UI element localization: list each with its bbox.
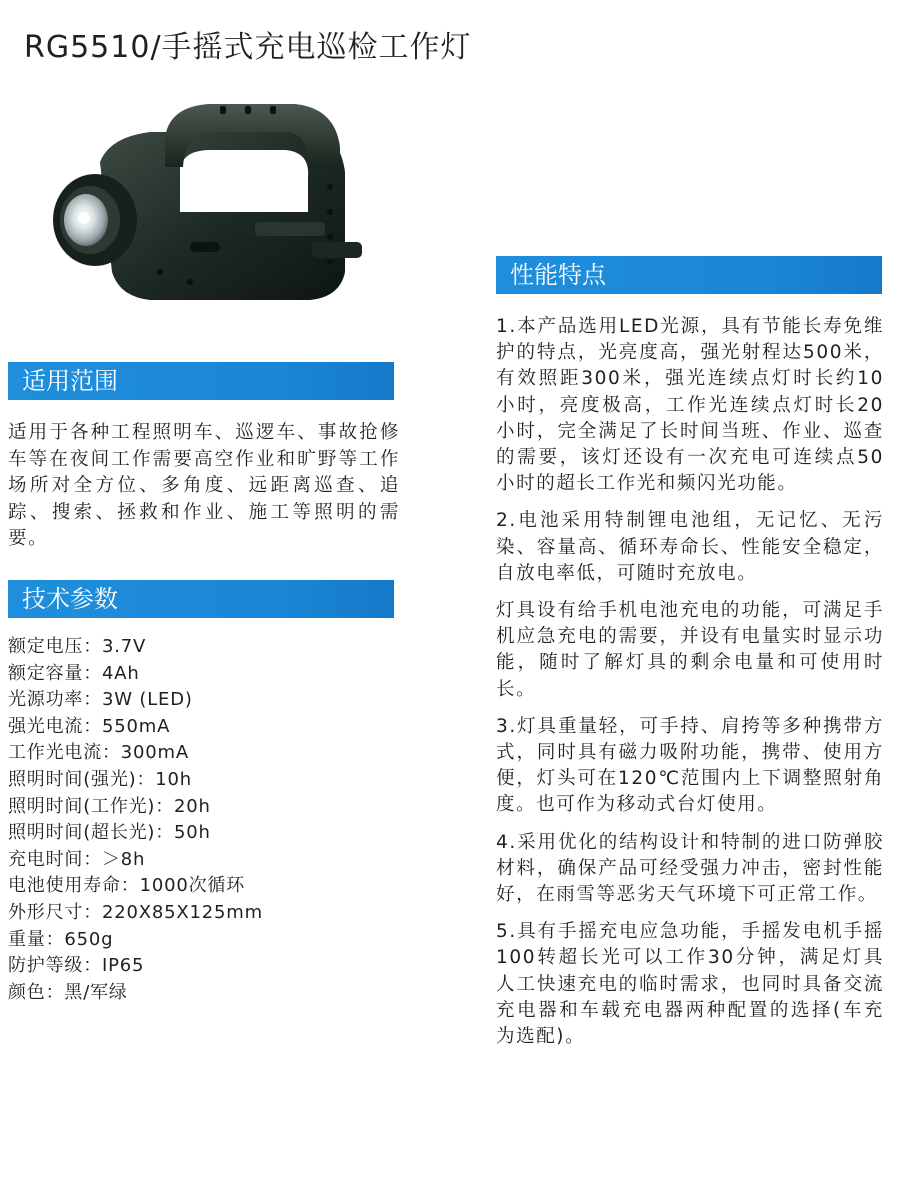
specs-heading: 技术参数 bbox=[8, 580, 394, 618]
spec-item: 防护等级：IP65 bbox=[8, 955, 145, 977]
spec-item: 照明时间(超长光)：50h bbox=[8, 822, 211, 844]
features-body bbox=[496, 314, 884, 1061]
feature-paragraph: 4.采用优化的结构设计和特制的进口防弹胶材料，确保产品可经受强力冲击，密封性能好，在雨雪等恶劣天气环境下可正常工作。 bbox=[496, 831, 884, 906]
feature-paragraph: 2.电池采用特制锂电池组，无记忆、无污染、容量高、循环寿命长、性能安全稳定，自放电率低，可随时充放电。 bbox=[496, 510, 884, 584]
spec-item: 充电时间：＞8h bbox=[8, 848, 146, 870]
scope-text: 适用于各种工程照明车、巡逻车、事故抢修车等在夜间工作需要高空作业和旷野等工作场所对全方位、多角度、远距离巡查、追踪、搜索、拯救和作业、施工等照明的需要。 bbox=[8, 422, 400, 549]
feature-paragraph: 5.具有手摇充电应急功能，手摇发电机手摇100转超长光可以工作30分钟，满足灯具人工快速充电的临时需求，也同时具备交流充电器和车载充电器两种配置的选择(车充为选配)。 bbox=[496, 921, 884, 1048]
product-lamp-image bbox=[40, 92, 380, 322]
spec-item: 电池使用寿命：1000次循环 bbox=[8, 875, 246, 897]
feature-paragraph: 3.灯具重量轻，可手持、肩挎等多种携带方式，同时具有磁力吸附功能，携带、使用方便，灯头可在120℃范围内上下调整照射角度。也可作为移动式台灯使用。 bbox=[496, 715, 884, 816]
feature-paragraph: 灯具设有给手机电池充电的功能，可满足手机应急充电的需要，并设有电量实时显示功能，随时了解灯具的剩余电量和可使用时长。 bbox=[496, 600, 884, 700]
spec-item: 光源功率：3W (LED) bbox=[8, 689, 193, 711]
features-heading: 性能特点 bbox=[496, 256, 882, 294]
page-title: RG5510/手摇式充电巡检工作灯 bbox=[24, 30, 472, 65]
spec-item: 照明时间(工作光)：20h bbox=[8, 795, 211, 817]
spec-item: 额定容量：4Ah bbox=[8, 662, 140, 684]
spec-item: 重量：650g bbox=[8, 928, 114, 950]
spec-item: 外形尺寸：220X85X125mm bbox=[8, 901, 263, 923]
scope-heading: 适用范围 bbox=[8, 362, 394, 400]
spec-item: 强光电流：550mA bbox=[8, 715, 171, 737]
spec-item: 照明时间(强光)：10h bbox=[8, 768, 192, 790]
feature-paragraph: 1.本产品选用LED光源，具有节能长寿免维护的特点，光亮度高，强光射程达500米，有效照距300米，强光连续点灯时长约10小时，亮度极高，工作光连续点灯时长20小时，完全满足了长时间当班、作业、巡查的需要，该灯还设有一次充电可连续点50小时的超长工作光和频闪光功能。 bbox=[496, 316, 884, 495]
spec-item: 额定电压：3.7V bbox=[8, 636, 147, 657]
spec-item: 工作光电流：300mA bbox=[8, 742, 190, 764]
specs-list bbox=[8, 634, 400, 1006]
spec-item: 颜色：黑/军绿 bbox=[8, 981, 128, 1003]
